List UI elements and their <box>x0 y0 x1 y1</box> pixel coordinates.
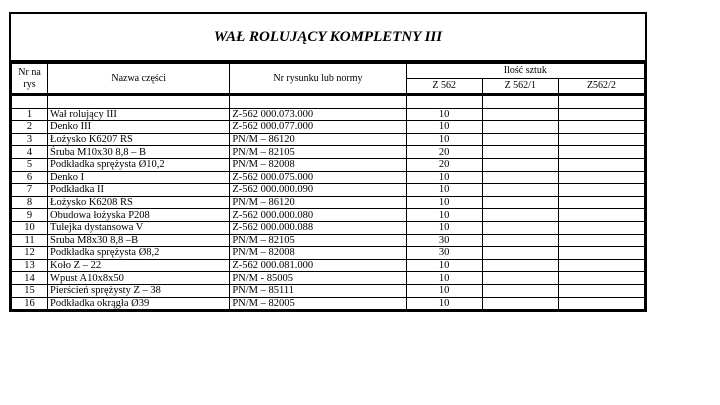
row-name-cell: Łożysko K6207 RS <box>48 133 230 146</box>
row-qty-z562-2-cell <box>558 272 644 285</box>
row-name-cell: Koło Z – 22 <box>48 259 230 272</box>
table-row <box>12 133 645 146</box>
row-name-cell: Podkładka II <box>48 184 230 197</box>
row-drawing-cell: PN/M – 82005 <box>230 297 406 310</box>
table-row <box>12 184 645 197</box>
row-drawing-cell: PN/M – 82105 <box>230 234 406 247</box>
row-name-cell: Podkładka okrągła Ø39 <box>48 297 230 310</box>
row-drawing-cell: Z-562 000.081.000 <box>230 259 406 272</box>
row-nr-cell: 6 <box>12 171 48 184</box>
row-nr-cell: 9 <box>12 209 48 222</box>
row-qty-z562-cell: 30 <box>406 234 482 247</box>
table-row <box>12 146 645 159</box>
table-row <box>12 209 645 222</box>
row-drawing-cell: PN/M – 82008 <box>230 158 406 171</box>
row-qty-z562-cell: 10 <box>406 108 482 121</box>
row-name-cell: Denko III <box>48 121 230 134</box>
row-qty-z562-2-cell <box>558 297 644 310</box>
row-drawing-cell: Z-562 000.000.088 <box>230 221 406 234</box>
row-qty-z562-2-cell <box>558 209 644 222</box>
row-nr-cell: 8 <box>12 196 48 209</box>
row-qty-z562-2-cell <box>558 158 644 171</box>
header-quantity-group: Ilość sztuk <box>406 64 644 79</box>
row-qty-z562-1-cell <box>482 234 558 247</box>
row-qty-z562-2-cell <box>558 196 644 209</box>
row-name-cell: Śruba M10x30 8,8 – B <box>48 146 230 159</box>
row-qty-z562-1-cell <box>482 297 558 310</box>
table-row <box>12 234 645 247</box>
row-nr-cell: 11 <box>12 234 48 247</box>
parts-rows <box>12 95 645 310</box>
row-qty-z562-1-cell <box>482 184 558 197</box>
document-title: WAŁ ROLUJĄCY KOMPLETNY III <box>11 14 645 63</box>
row-name-cell: Łożysko K6208 RS <box>48 196 230 209</box>
row-qty-z562-cell: 20 <box>406 146 482 159</box>
row-nr-cell: 12 <box>12 247 48 260</box>
row-qty-z562-2-cell <box>558 284 644 297</box>
row-qty-z562-2-cell <box>558 221 644 234</box>
row-qty-z562-cell: 30 <box>406 247 482 260</box>
row-qty-z562-2-cell <box>558 146 644 159</box>
header-qty-z562: Z 562 <box>406 79 482 95</box>
row-drawing-cell: Z-562 000.000.090 <box>230 184 406 197</box>
row-qty-z562-2-cell <box>558 234 644 247</box>
row-drawing-cell: Z-562 000.073.000 <box>230 108 406 121</box>
row-qty-z562-2-cell <box>558 184 644 197</box>
row-nr-cell: 10 <box>12 221 48 234</box>
row-qty-z562-cell: 10 <box>406 196 482 209</box>
row-qty-z562-2-cell <box>558 247 644 260</box>
row-qty-z562-1-cell <box>482 171 558 184</box>
row-qty-z562-2-cell <box>558 108 644 121</box>
row-drawing-cell: PN/M - 85005 <box>230 272 406 285</box>
row-name-cell: Wpust A10x8x50 <box>48 272 230 285</box>
row-drawing-cell: Z-562 000.000.080 <box>230 209 406 222</box>
parts-list-sheet <box>9 12 647 312</box>
row-qty-z562-cell: 10 <box>406 284 482 297</box>
row-nr-cell: 5 <box>12 158 48 171</box>
row-drawing-cell: Z-562 000.075.000 <box>230 171 406 184</box>
table-row <box>12 221 645 234</box>
row-qty-z562-1-cell <box>482 108 558 121</box>
row-qty-z562-1-cell <box>482 272 558 285</box>
header-qty-z562-1: Z 562/1 <box>482 79 558 95</box>
row-qty-z562-2-cell <box>558 259 644 272</box>
row-drawing-cell: PN/M – 85111 <box>230 284 406 297</box>
row-qty-z562-1-cell <box>482 133 558 146</box>
row-name-cell: Podkładka sprężysta Ø10,2 <box>48 158 230 171</box>
row-qty-z562-1-cell <box>482 146 558 159</box>
table-row <box>12 171 645 184</box>
row-nr-cell: 15 <box>12 284 48 297</box>
row-drawing-cell: PN/M – 86120 <box>230 133 406 146</box>
row-drawing-cell: PN/M – 82008 <box>230 247 406 260</box>
row-qty-z562-cell: 20 <box>406 158 482 171</box>
table-row <box>12 158 645 171</box>
row-qty-z562-cell: 10 <box>406 171 482 184</box>
row-drawing-cell: Z-562 000.077.000 <box>230 121 406 134</box>
row-qty-z562-1-cell <box>482 221 558 234</box>
table-row <box>12 272 645 285</box>
row-nr-cell: 4 <box>12 146 48 159</box>
row-qty-z562-1-cell <box>482 284 558 297</box>
row-name-cell: Podkładka sprężysta Ø8,2 <box>48 247 230 260</box>
row-qty-z562-1-cell <box>482 196 558 209</box>
table-row <box>12 284 645 297</box>
row-qty-z562-cell: 10 <box>406 297 482 310</box>
row-nr-cell: 16 <box>12 297 48 310</box>
row-name-cell: Denko I <box>48 171 230 184</box>
row-nr-cell: 14 <box>12 272 48 285</box>
row-nr-cell: 7 <box>12 184 48 197</box>
row-nr-cell: 1 <box>12 108 48 121</box>
row-nr-cell: 2 <box>12 121 48 134</box>
table-row <box>12 259 645 272</box>
row-qty-z562-2-cell <box>558 171 644 184</box>
table-row <box>12 297 645 310</box>
table-row <box>12 196 645 209</box>
row-qty-z562-1-cell <box>482 209 558 222</box>
row-nr-cell: 3 <box>12 133 48 146</box>
row-nr-cell: 13 <box>12 259 48 272</box>
row-qty-z562-cell: 10 <box>406 221 482 234</box>
row-name-cell: Tulejka dystansowa V <box>48 221 230 234</box>
row-qty-z562-cell: 10 <box>406 272 482 285</box>
row-qty-z562-cell: 10 <box>406 259 482 272</box>
row-name-cell: Wał rolujący III <box>48 108 230 121</box>
table-row <box>12 247 645 260</box>
row-qty-z562-1-cell <box>482 247 558 260</box>
row-drawing-cell: PN/M – 82105 <box>230 146 406 159</box>
parts-table <box>11 63 645 310</box>
row-qty-z562-2-cell <box>558 121 644 134</box>
row-name-cell: Śruba M8x30 8,8 –B <box>48 234 230 247</box>
row-qty-z562-1-cell <box>482 158 558 171</box>
row-name-cell: Obudowa łożyska P208 <box>48 209 230 222</box>
row-drawing-cell: PN/M – 86120 <box>230 196 406 209</box>
row-qty-z562-1-cell <box>482 121 558 134</box>
table-row <box>12 108 645 121</box>
header-nr: Nr na rys <box>12 64 48 95</box>
row-qty-z562-cell: 10 <box>406 133 482 146</box>
row-qty-z562-2-cell <box>558 133 644 146</box>
table-row <box>12 121 645 134</box>
row-qty-z562-cell: 10 <box>406 121 482 134</box>
header-name: Nazwa części <box>48 64 230 95</box>
header-drawing: Nr rysunku lub normy <box>230 64 406 95</box>
row-name-cell: Pierścień sprężysty Z – 38 <box>48 284 230 297</box>
header-separator <box>12 95 645 109</box>
row-qty-z562-cell: 10 <box>406 184 482 197</box>
row-qty-z562-cell: 10 <box>406 209 482 222</box>
header-qty-z562-2: Z562/2 <box>558 79 644 95</box>
row-qty-z562-1-cell <box>482 259 558 272</box>
